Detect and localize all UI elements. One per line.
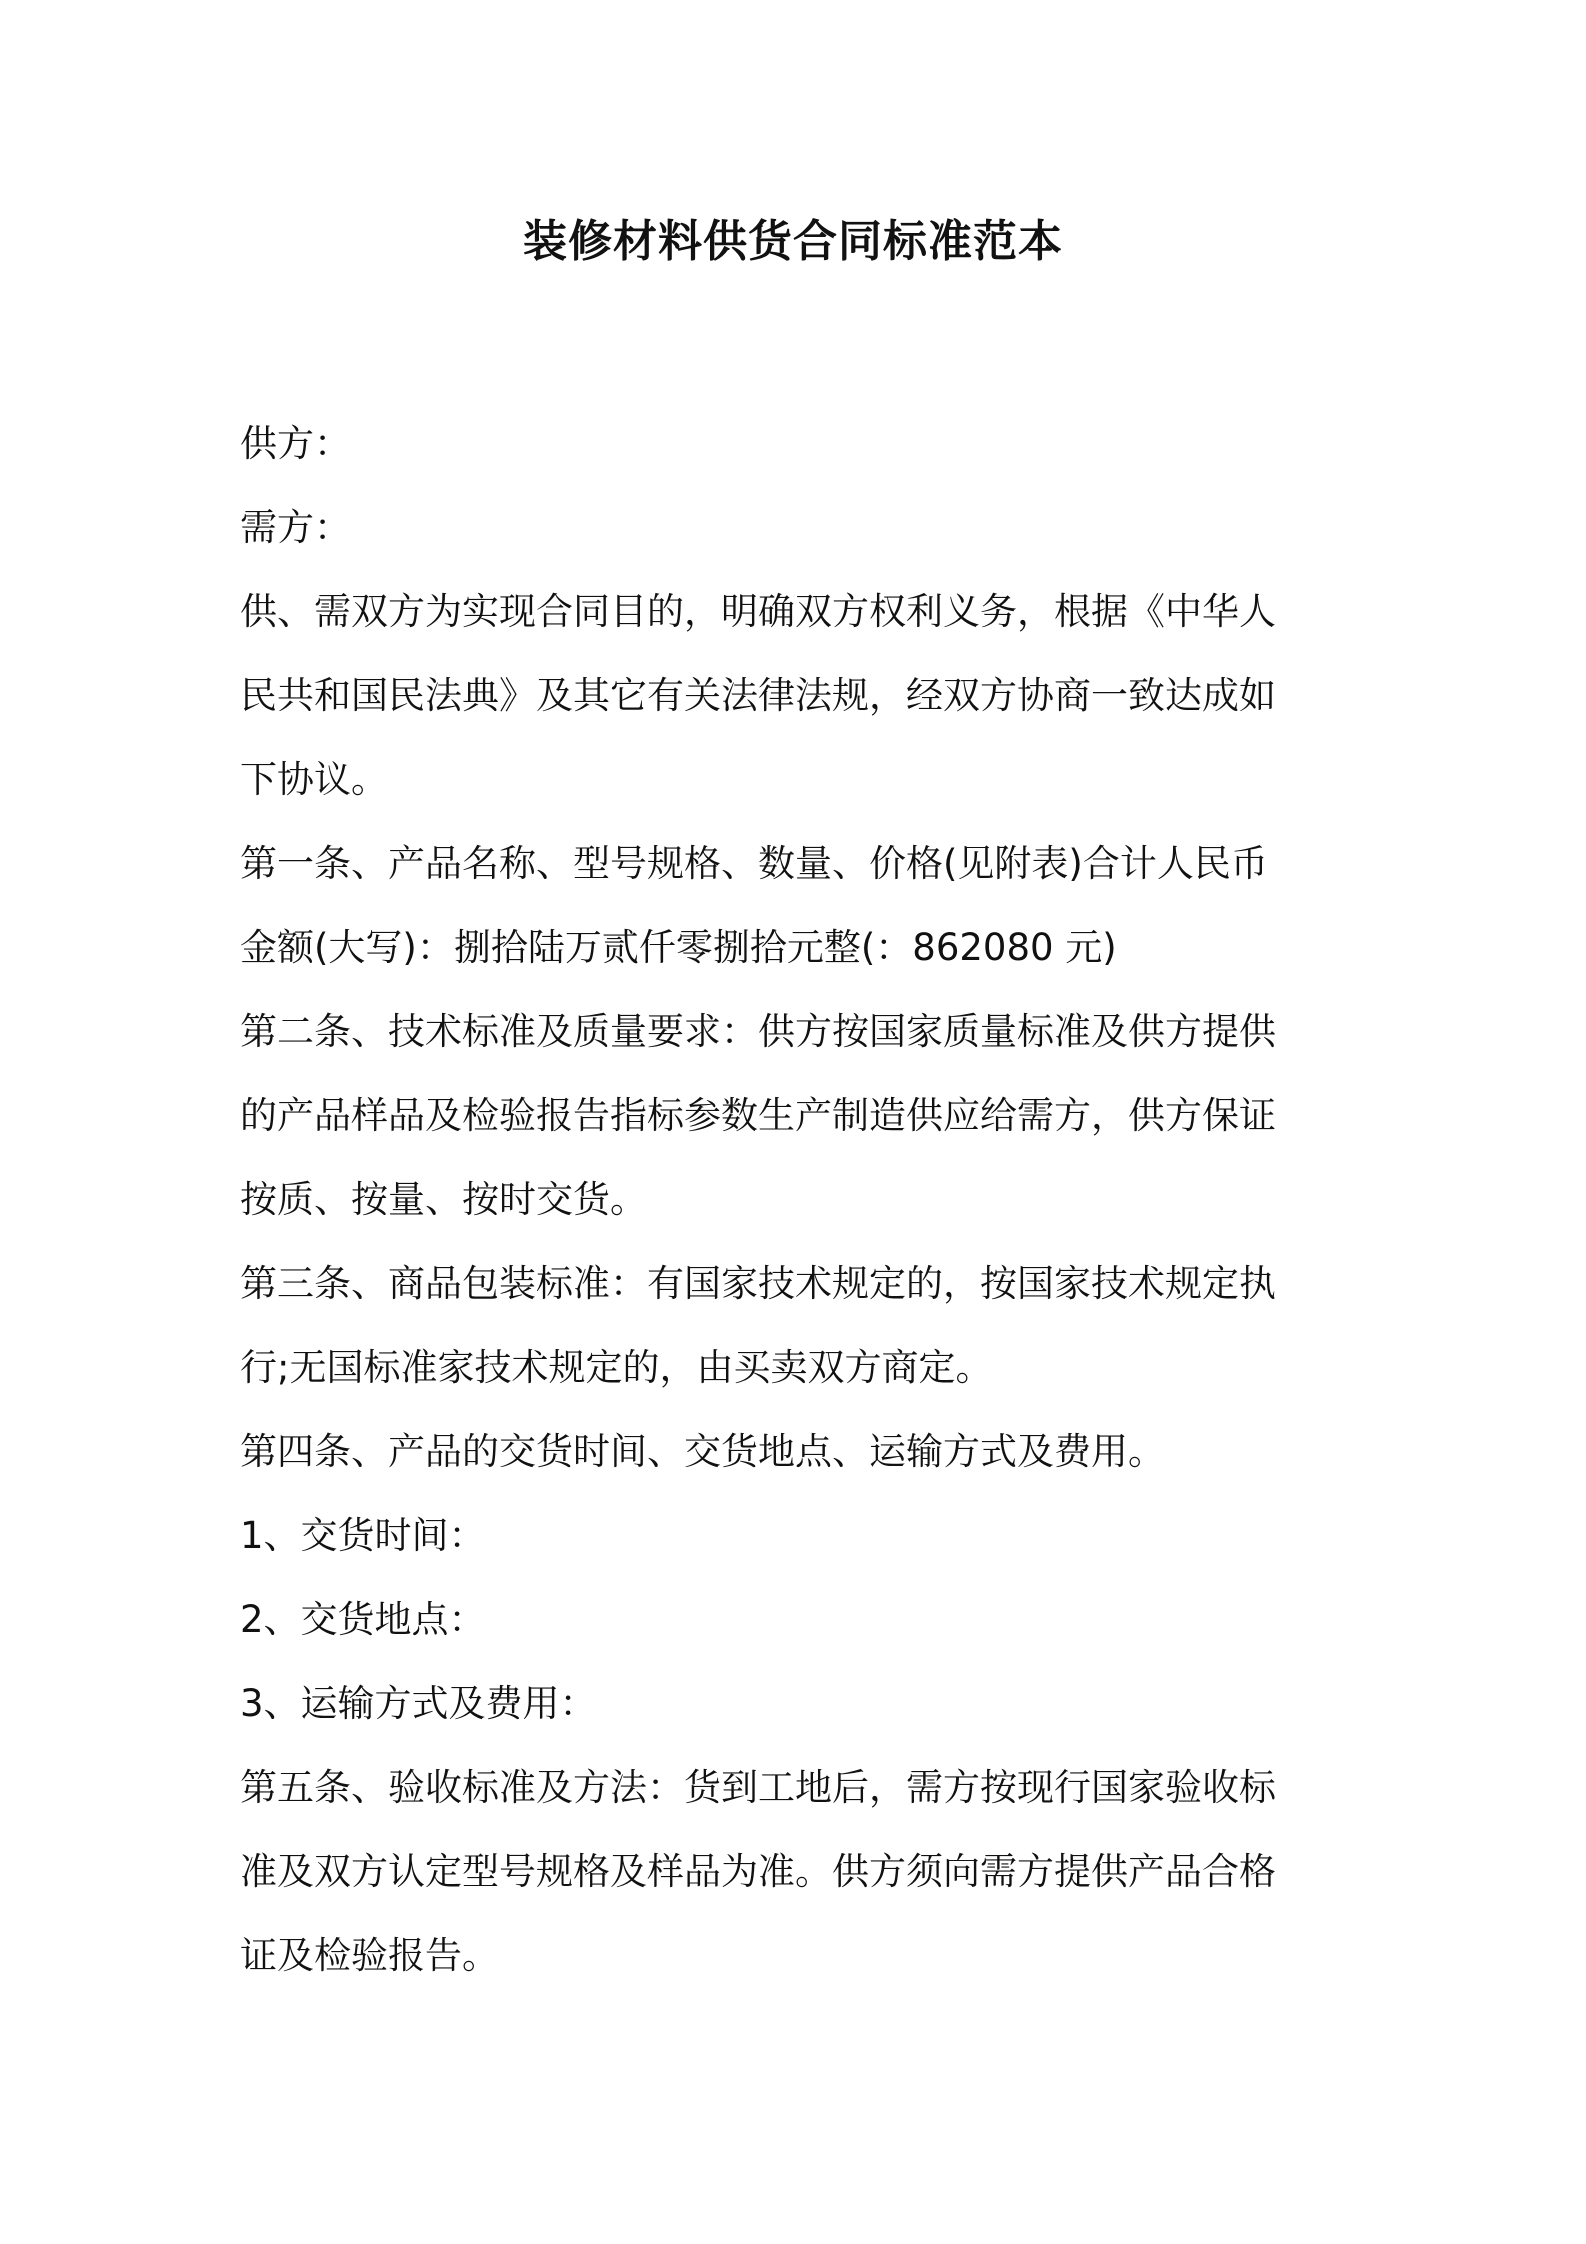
article-1-line-1: 第一条、产品名称、型号规格、数量、价格(见附表)合计人民币 — [240, 842, 1268, 885]
preamble-line-3: 下协议。 — [240, 758, 388, 801]
document-title: 装修材料供货合同标准范本 — [523, 216, 1063, 267]
article-3-line-1: 第三条、商品包装标准：有国家技术规定的，按国家技术规定执 — [240, 1262, 1276, 1305]
article-4-line-1: 第四条、产品的交货时间、交货地点、运输方式及费用。 — [240, 1430, 1165, 1473]
article-4-item-delivery-time: 1、交货时间： — [240, 1514, 486, 1557]
article-5-line-2: 准及双方认定型号规格及样品为准。供方须向需方提供产品合格 — [240, 1850, 1276, 1893]
article-2-line-2: 的产品样品及检验报告指标参数生产制造供应给需方，供方保证 — [240, 1094, 1276, 1137]
article-2-line-3: 按质、按量、按时交货。 — [240, 1178, 647, 1221]
preamble-line-2: 民共和国民法典》及其它有关法律法规，经双方协商一致达成如 — [240, 674, 1276, 717]
article-4-item-delivery-place: 2、交货地点： — [240, 1598, 486, 1641]
buyer-line: 需方： — [240, 506, 351, 549]
article-2-line-1: 第二条、技术标准及质量要求：供方按国家质量标准及供方提供 — [240, 1010, 1276, 1053]
article-4-item-transport: 3、运输方式及费用： — [240, 1682, 597, 1725]
supplier-line: 供方： — [240, 422, 351, 465]
article-3-line-2: 行;无国标准家技术规定的，由买卖双方商定。 — [240, 1346, 993, 1389]
contract-body — [240, 402, 1360, 1998]
article-1-line-2: 金额(大写)：捌拾陆万贰仟零捌拾元整(：862080 元) — [240, 926, 1117, 969]
article-5-line-3: 证及检验报告。 — [240, 1934, 499, 1977]
preamble-line-1: 供、需双方为实现合同目的，明确双方权利义务，根据《中华人 — [240, 590, 1276, 633]
article-5-line-1: 第五条、验收标准及方法：货到工地后，需方按现行国家验收标 — [240, 1766, 1276, 1809]
